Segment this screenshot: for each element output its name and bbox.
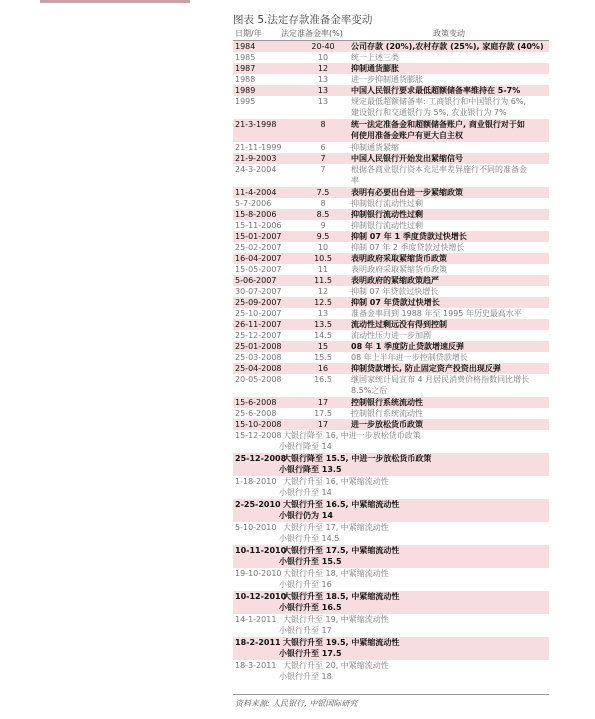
row-cause-line: 流动性过剩远没有得到控制: [351, 320, 447, 329]
row-rate: 8: [320, 199, 326, 208]
row-cause-line: 率: [351, 176, 359, 186]
row-date: 18-3-2011: [235, 661, 277, 670]
row-cause-line: 大银行降至 16, 中进一步放松货币政策: [283, 431, 421, 440]
row-cause-line: 表明政府采取紧缩货币政策: [351, 254, 447, 263]
row-cause-line: 小银行升至 14.5: [279, 534, 340, 544]
header-cause: 政策变动: [433, 29, 465, 38]
table-row: [233, 264, 549, 275]
row-cause-line: 抑制 07 年贷款过快增长: [351, 298, 440, 307]
row-date: 14-1-2011: [235, 615, 277, 624]
table-row: [233, 220, 549, 231]
table-row: [233, 476, 549, 499]
row-rate: 12: [317, 287, 329, 296]
row-cause-line: 小银行升至 15.5: [279, 557, 342, 567]
row-date: 15-01-2007: [235, 232, 282, 241]
row-rate: 7.5: [316, 188, 330, 197]
row-cause-line: 大银行升至 20, 中紧缩流动性: [283, 661, 389, 670]
row-date: 20-05-2008: [235, 375, 282, 384]
row-cause: [351, 253, 549, 264]
row-rate: 15.5: [314, 353, 332, 362]
table-row: [233, 41, 549, 52]
row-date: 21-11-1999: [235, 143, 282, 152]
row-rate: 13: [317, 75, 329, 84]
table-row: [233, 319, 549, 330]
row-rate: 14.5: [314, 331, 332, 340]
table-row: [233, 430, 549, 453]
row-cause-line: 小银行降至 13.5: [279, 465, 342, 475]
row-cause-line: 大银行升至 17, 中紧缩流动性: [283, 523, 389, 532]
row-rate: 10: [317, 53, 329, 62]
row-date: 25-03-2008: [235, 353, 282, 362]
row-cause-line: 小银行升至 14: [279, 488, 332, 498]
table-row: [233, 74, 549, 85]
top-accent-bar: [40, 0, 190, 3]
table-row: [233, 330, 549, 341]
table-row: [233, 363, 549, 374]
row-cause-line: 控制银行系统流动性: [351, 409, 423, 418]
row-cause-line: 小银行升至 18: [279, 672, 332, 682]
row-cause: [351, 297, 549, 308]
source-note: 资料来源: 人民银行, 中银国际研究: [235, 699, 358, 708]
row-cause: [351, 275, 549, 286]
row-rate: 9: [320, 221, 326, 230]
row-cause-line: 公司存款 (20%),农村存款 (25%), 家庭存款 (40%): [351, 42, 544, 51]
row-cause-line: 大银行降至 15.5, 中进一步放松货币政策: [283, 454, 432, 463]
row-cause: [351, 220, 549, 231]
row-date: 1985: [235, 53, 256, 62]
row-cause-line: 大银行升至 19.5, 中紧缩流动性: [283, 638, 400, 647]
row-cause: [351, 374, 549, 397]
table-header: [233, 28, 549, 41]
table-row: [233, 545, 549, 568]
row-cause-line: 小银行升至 16.5: [279, 603, 342, 613]
row-date: 25-10-2007: [235, 309, 282, 318]
row-rate: 12.5: [314, 298, 332, 307]
row-cause: [351, 153, 549, 164]
table-row: [233, 637, 549, 660]
table-row: [233, 419, 549, 430]
row-date: 26-11-2007: [235, 320, 282, 329]
row-cause-line: 流动性压力进一步加剧: [351, 331, 431, 340]
table-row: [233, 187, 549, 198]
row-cause: [351, 52, 549, 63]
table-row: [233, 63, 549, 74]
row-date: 15-10-2008: [235, 420, 282, 429]
row-cause-line: 大银行升至 18, 中紧缩流动性: [283, 569, 389, 578]
row-cause: [351, 85, 549, 96]
row-cause: [351, 264, 549, 275]
row-cause-line: 抑制贷款增长, 防止固定资产投资出现反弹: [351, 364, 501, 373]
row-cause: [351, 330, 549, 341]
row-rate: 13: [317, 309, 329, 318]
row-cause-line: 进一步放松货币政策: [351, 420, 423, 429]
row-date: 2-25-2010: [235, 500, 281, 509]
row-cause-line: 大银行升至 18.5, 中紧缩流动性: [283, 592, 400, 601]
row-cause: [351, 341, 549, 352]
row-rate: 10: [317, 243, 329, 252]
row-cause: [351, 319, 549, 330]
header-rate: 法定准备金率(%): [281, 29, 343, 38]
row-rate: 11: [317, 265, 329, 274]
table-row: [233, 568, 549, 591]
row-date: 25-01-2008: [235, 342, 282, 351]
row-cause: [351, 198, 549, 209]
row-date: 30-07-2007: [235, 287, 282, 296]
row-cause: [351, 74, 549, 85]
row-cause: [351, 142, 549, 153]
table-row: [233, 164, 549, 187]
row-cause-line: 表明政府采取紧缩货币政策: [351, 265, 447, 274]
row-date: 25-04-2008: [235, 364, 282, 373]
row-date: 19-10-2010: [235, 569, 282, 578]
row-cause-line: 大银行升至 16.5, 中紧缩流动性: [283, 500, 400, 509]
row-date: 25-12-2007: [235, 331, 282, 340]
row-cause-line: 建设银行和交通银行为 5%, 农业银行为 7%: [351, 108, 507, 118]
row-rate: 7: [320, 165, 326, 174]
table-row: [233, 153, 549, 164]
table-row: [233, 198, 549, 209]
row-cause: [351, 352, 549, 363]
row-rate: 7: [320, 154, 326, 163]
row-cause-line: 大银行升至 16, 中紧缩流动性: [283, 477, 389, 486]
row-date: 15-11-2006: [235, 221, 282, 230]
row-cause: [351, 96, 549, 119]
row-rate: 17.5: [314, 409, 332, 418]
row-cause-line: 抑制 07 年 1 季度贷款过快增长: [351, 232, 467, 241]
row-cause-line: 根据各商业银行资本充足率差异施行不同的准备金: [351, 165, 527, 174]
row-cause: [351, 397, 549, 408]
row-cause: [351, 209, 549, 220]
row-cause: [351, 187, 549, 198]
table-row: [233, 453, 549, 476]
row-date: 15-12-2008: [235, 431, 282, 440]
row-rate: 15: [317, 342, 329, 351]
row-date: 1989: [235, 86, 256, 95]
row-cause: [351, 408, 549, 419]
row-rate: 13: [317, 97, 329, 106]
row-cause-line: 表明有必要出台进一步紧缩政策: [351, 188, 463, 197]
table-row: [233, 614, 549, 637]
row-cause-line: 大银行升至 19, 中紧缩流动性: [283, 615, 389, 624]
table-row: [233, 142, 549, 153]
row-cause-line: 准备金率回到 1988 年至 1995 年历史最高水平: [351, 309, 522, 318]
row-cause: [351, 286, 549, 297]
row-cause-line: 小银行降至 14: [279, 442, 332, 452]
table-row: [233, 52, 549, 63]
row-date: 1984: [235, 42, 256, 51]
row-rate: 8.5: [316, 210, 330, 219]
row-cause-line: 中国人民银行开始发出紧缩信号: [351, 154, 463, 163]
row-rate: 17: [317, 420, 329, 429]
table-row: [233, 96, 549, 119]
table-row: [233, 308, 549, 319]
row-rate: 20-40: [311, 42, 335, 51]
row-date: 25-6-2008: [235, 409, 277, 418]
row-rate: 6: [320, 143, 326, 152]
row-cause-line: 抑制 07 年贷款过快增长: [351, 287, 439, 296]
row-rate: 10.5: [314, 254, 332, 263]
row-date: 15-8-2006: [235, 210, 277, 219]
row-cause: [351, 63, 549, 74]
row-date: 15-6-2008: [235, 398, 277, 407]
row-date: 1988: [235, 75, 256, 84]
row-date: 24-3-2004: [235, 165, 277, 174]
row-cause: [351, 308, 549, 319]
row-date: 25-09-2007: [235, 298, 282, 307]
table-row: [233, 352, 549, 363]
row-date: 1995: [235, 97, 256, 106]
row-cause-line: 规定最低超额储备率: 工商银行和中国银行为 6%,: [351, 97, 527, 106]
row-date: 1-18-2010: [235, 477, 277, 486]
footer-divider: [233, 694, 549, 695]
row-rate: 13: [317, 86, 329, 95]
row-cause-line: 小银行仍为 14: [279, 511, 333, 521]
table-row: [233, 119, 549, 142]
row-cause: [351, 164, 549, 187]
table-row: [233, 286, 549, 297]
row-date: 16-04-2007: [235, 254, 282, 263]
row-cause: [351, 363, 549, 374]
table-row: [233, 341, 549, 352]
row-cause-line: 小银行升至 16: [279, 580, 332, 590]
row-cause-line: 大银行升至 17.5, 中紧缩流动性: [283, 546, 400, 555]
row-cause-line: 小银行升至 17.5: [279, 649, 342, 659]
row-cause: [351, 231, 549, 242]
table-row: [233, 591, 549, 614]
row-date: 25-12-2008: [235, 454, 287, 463]
table-row: [233, 660, 549, 683]
table-row: [233, 209, 549, 220]
row-cause-line: 抑制银行流动性过剩: [351, 210, 423, 219]
row-cause-line: 表明政府的紧缩政策趋严: [351, 276, 439, 285]
row-cause-line: 抑制银行流动性过剩: [351, 221, 423, 230]
row-date: 5-7-2006: [235, 199, 272, 208]
row-date: 21-3-1998: [235, 120, 277, 129]
row-rate: 12: [317, 64, 329, 73]
row-cause-line: 抑制 07 年 2 季度贷款过快增长: [351, 243, 465, 252]
row-cause-line: 8.5%之后: [351, 386, 388, 396]
row-rate: 16: [317, 364, 329, 373]
row-date: 10-11-2010: [235, 546, 287, 555]
reserve-ratio-table: [233, 12, 549, 683]
header-date: 日期/年: [235, 29, 262, 38]
row-rate: 13.5: [314, 320, 332, 329]
table-row: [233, 522, 549, 545]
row-date: 11-4-2004: [235, 188, 277, 197]
row-cause-line: 统一上述三类: [351, 53, 399, 62]
row-date: 21-9-2003: [235, 154, 277, 163]
row-cause-line: 中国人民银行要求最低超额储备率维持在 5-7%: [351, 86, 521, 95]
row-date: 5-06-2007: [235, 276, 277, 285]
table-row: [233, 397, 549, 408]
row-cause-line: 抑制通货膨胀: [351, 64, 399, 73]
row-cause-line: 08 年上半年进一步控制贷款增长: [351, 353, 468, 362]
row-date: 5-10-2010: [235, 523, 277, 532]
row-rate: 9.5: [316, 232, 330, 241]
row-cause-line: 抑制通货紧缩: [351, 143, 399, 152]
row-cause: [351, 119, 549, 142]
row-cause-line: 何使用准备金账户有更大自主权: [351, 131, 463, 141]
table-row: [233, 85, 549, 96]
row-cause-line: 08 年 1 季度防止贷款增速反弹: [351, 342, 465, 351]
table-row: [233, 275, 549, 286]
table-row: [233, 499, 549, 522]
table-title: 图表 5.法定存款准备金率变动: [233, 14, 373, 26]
row-cause-line: 小银行升至 17: [279, 626, 332, 636]
table-row: [233, 253, 549, 264]
row-date: 18-2-2011: [235, 638, 281, 647]
row-date: 25-02-2007: [235, 243, 282, 252]
table-row: [233, 408, 549, 419]
row-cause-line: 进一步抑制通货膨胀: [351, 75, 423, 84]
row-date: 10-12-2010: [235, 592, 287, 601]
row-cause-line: 统一法定准备金和超额储备账户, 商业银行对于如: [351, 120, 525, 129]
table-row: [233, 297, 549, 308]
row-date: 15-05-2007: [235, 265, 282, 274]
table-body: [233, 41, 549, 683]
row-cause: [351, 419, 549, 430]
row-cause: [351, 242, 549, 253]
row-rate: 11.5: [314, 276, 332, 285]
table-row: [233, 374, 549, 397]
table-row: [233, 242, 549, 253]
row-cause-line: 控制银行系统流动性: [351, 398, 423, 407]
row-rate: 8: [320, 120, 326, 129]
row-rate: 16.5: [314, 375, 332, 384]
row-rate: 17: [317, 398, 329, 407]
table-row: [233, 231, 549, 242]
row-cause-line: 抑制银行流动性过剩: [351, 199, 423, 208]
row-cause-line: 继国家统计局宣布 4 月居民消费价格指数同比增长: [351, 375, 530, 384]
row-date: 1987: [235, 64, 256, 73]
row-cause: [351, 41, 549, 52]
